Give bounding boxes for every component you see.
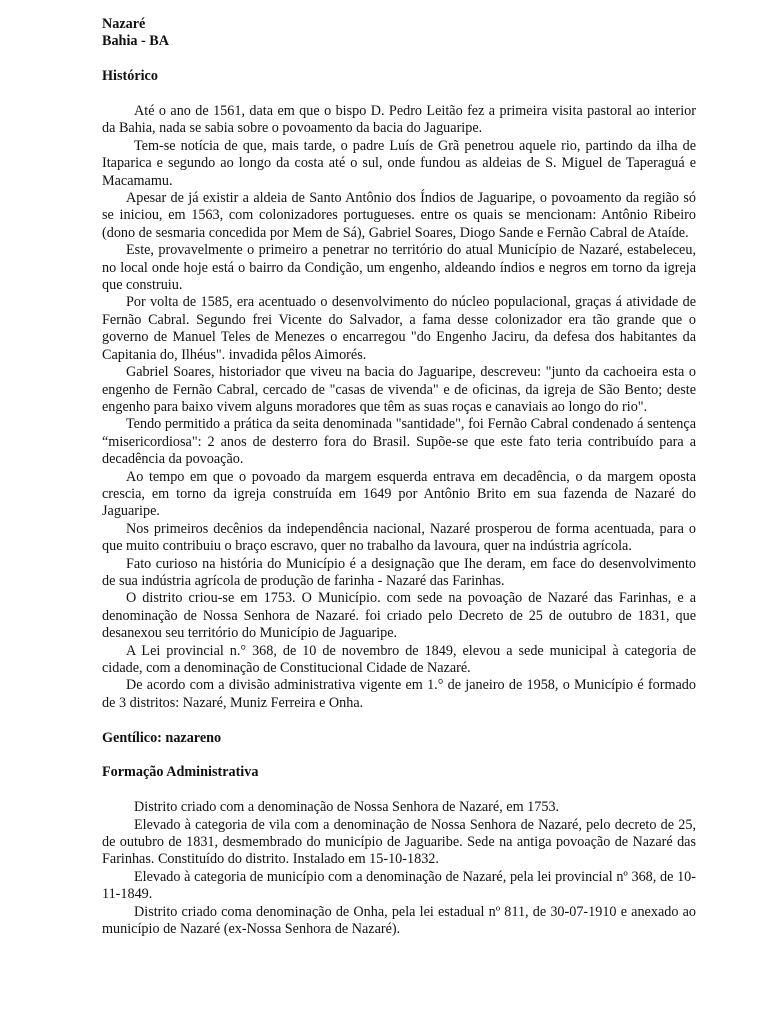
formacao-paragraph: Distrito criado com a denominação de Nossa Senhora de Nazaré, em 1753.	[134, 799, 560, 816]
formacao-paragraph: Distrito criado coma denominação de Onha, pela lei estadual nº 811, de 30-07-1910 e anexado ao município de Nazaré (ex-Nossa Senhora de Nazaré).	[102, 903, 696, 938]
historico-paragraph: Gabriel Soares, historiador que viveu na bacia do Jaguaripe, descreveu: "junto da cachoeira esta o engenho de Fernão Cabral, cercado de "casas de vivenda" e de oficinas, da igreja de São Bento; deste engenho para baixo vivem alguns moradores que têm as suas roças e canaviais ao longo do rio".	[102, 364, 696, 415]
historico-paragraph: Nos primeiros decênios da independência nacional, Nazaré prosperou de forma acentuada, para o que muito contribuiu o braço escravo, quer no trabalho da lavoura, quer na indústria agrícola.	[102, 520, 696, 555]
historico-paragraph: Ao tempo em que o povoado da margem esquerda entrava em decadência, o da margem oposta crescia, em torno da igreja construída em 1649 por Antônio Brito em sua fazenda de Nazaré do Jaguaripe.	[102, 468, 696, 520]
historico-paragraph: Tem-se notícia de que, mais tarde, o padre Luís de Grã penetrou aquele rio, partindo da ilha de Itaparica e segundo ao longo da costa até o sul, onde fundou as aldeias de S. Miguel de Taperaguá e Macamamu.	[102, 137, 696, 189]
historico-paragraph: O distrito criou-se em 1753. O Município. com sede na povoação de Nazaré das Farinhas, e a denominação de Nossa Senhora de Nazaré. foi criado pelo Decreto de 25 de outubro de 1831, que desanexou seu território do Município de Jaguaripe.	[102, 590, 696, 642]
document-page	[102, 16, 696, 938]
historico-paragraph: Este, provavelmente o primeiro a penetrar no território do atual Município de Nazaré, estabeleceu, no local onde hoje está o bairro da Condição, um engenho, aldeando índios e negros em torno da igreja que construiu.	[102, 242, 696, 294]
spacer	[102, 712, 696, 729]
state-title: Bahia - BA	[102, 33, 170, 50]
historico-paragraph: De acordo com a divisão administrativa vigente em 1.° de janeiro de 1958, o Município é formado de 3 distritos: Nazaré, Muniz Ferreira e Onha.	[102, 677, 696, 711]
spacer	[102, 51, 696, 68]
historico-paragraph: Fato curioso na história do Município é a designação que Ihe deram, em face do desenvolvimento de sua indústria agrícola de produção de farinha - Nazaré das Farinhas.	[102, 555, 696, 589]
historico-paragraph: Por volta de 1585, era acentuado o desenvolvimento do núcleo populacional, graças á atividade de Fernão Cabral. Segundo frei Vicente do Salvador, a fama desse colonizador era tão grande que o governo de Manuel Teles de Menezes o encarregou "do Engenho Jaciru, da defesa dos habitantes da Capitania do, Ilhéus". invadida pêlos Aimorés.	[102, 294, 696, 363]
formacao-paragraph: Elevado à categoria de vila com a denominação de Nossa Senhora de Nazaré, pelo decreto de 25, de outubro de 1831, desmembrado do município de Jaguaribe. Sede na antiga povoação de Nazaré das Farinhas. Constituído do distrito. Instalado em 15-10-1832.	[102, 816, 696, 868]
historico-paragraph: A Lei provincial n.° 368, de 10 de novembro de 1849, elevou a sede municipal à categoria de cidade, com a denominação de Constitucional Cidade de Nazaré.	[102, 642, 696, 676]
gentilico-label: Gentílico: nazareno	[102, 729, 222, 746]
historico-title: Histórico	[102, 68, 158, 85]
spacer	[102, 782, 696, 799]
formacao-paragraph: Elevado à categoria de município com a denominação de Nazaré, pela lei provincial nº 368, de 10-11-1849.	[102, 868, 696, 903]
historico-paragraph: Tendo permitido a prática da seita denominada "santidade", foi Fernão Cabral condenado á sentença “misericordiosa": 2 anos de desterro fora do Brasil. Supõe-se que este fato teria contribuído para a decadência da povoação.	[102, 416, 696, 468]
historico-paragraph: Até o ano de 1561, data em que o bispo D. Pedro Leitão fez a primeira visita pastoral ao interior da Bahia, nada se sabia sobre o povoamento da bacia do Jaguaripe.	[102, 103, 696, 137]
formacao-title: Formação Administrativa	[102, 764, 259, 781]
spacer	[102, 86, 696, 103]
spacer	[102, 747, 696, 764]
historico-paragraph: Apesar de já existir a aldeia de Santo Antônio dos Índios de Jaguaripe, o povoamento da região só se iniciou, em 1563, com colonizadores portugueses. entre os quais se mencionam: Antônio Ribeiro (dono de sesmaria concedida por Mem de Sá), Gabriel Soares, Diogo Sande e Fernão Cabral de Ataíde.	[102, 190, 696, 241]
city-title: Nazaré	[102, 16, 146, 32]
